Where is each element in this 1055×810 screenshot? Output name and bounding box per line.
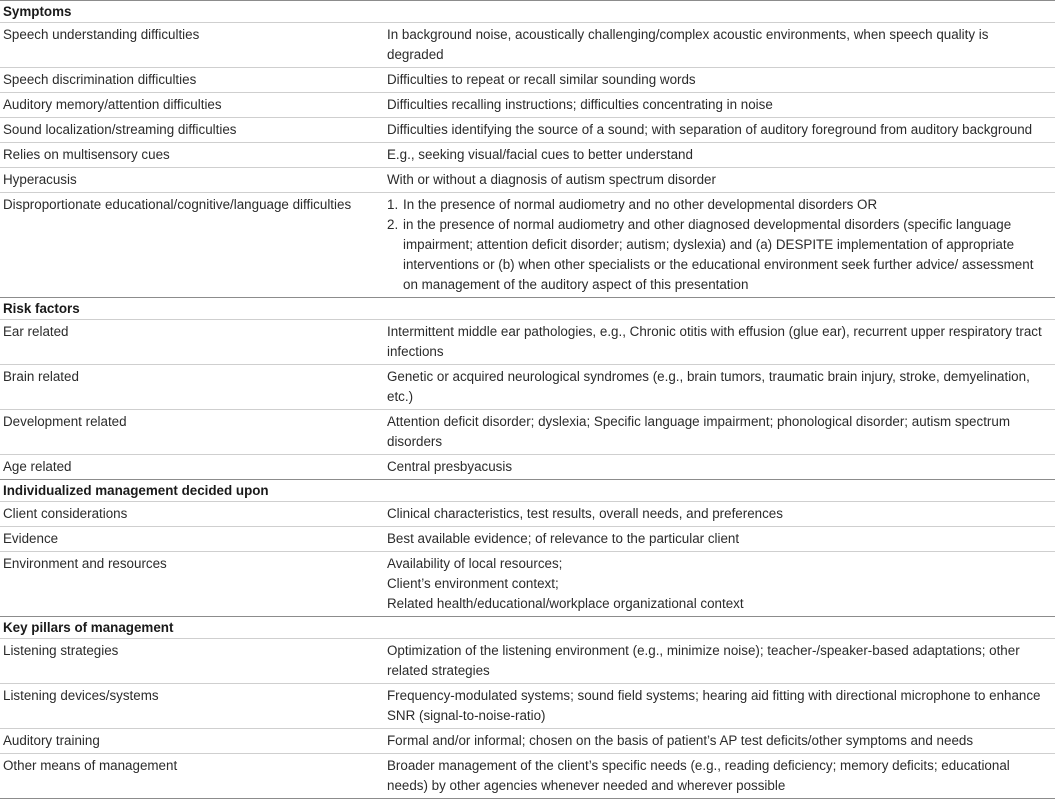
table-row <box>0 551 1055 616</box>
description-line: Difficulties to repeat or recall similar sounding words <box>387 72 696 87</box>
row-description <box>387 641 1047 681</box>
table-row <box>0 526 1055 551</box>
row-description <box>387 95 1047 115</box>
row-description <box>387 322 1047 362</box>
table-row <box>0 728 1055 753</box>
table-row <box>0 364 1055 409</box>
row-label: Age related <box>3 459 72 474</box>
row-label: Speech understanding difficulties <box>3 27 200 42</box>
description-line: Broader management of the client’s specific needs (e.g., reading deficiency; memory deficits; educational needs) by other agencies whenever needed and wherever possible <box>387 758 1010 793</box>
table-row <box>0 92 1055 117</box>
row-description <box>387 25 1047 65</box>
row-description <box>387 412 1047 452</box>
description-line: With or without a diagnosis of autism spectrum disorder <box>387 172 716 187</box>
row-label: Auditory training <box>3 733 100 748</box>
table-row <box>0 409 1055 454</box>
list-number: 2. <box>387 217 399 232</box>
row-description <box>387 529 1047 549</box>
row-label: Evidence <box>3 531 59 546</box>
section-title: Key pillars of management <box>3 620 174 635</box>
description-line: Related health/educational/workplace organizational context <box>387 596 744 611</box>
row-label: Ear related <box>3 324 69 339</box>
description-line: Central presbyacusis <box>387 459 513 474</box>
row-label: Listening devices/systems <box>3 688 159 703</box>
table-row <box>0 22 1055 67</box>
description-line: Difficulties recalling instructions; difficulties concentrating in noise <box>387 97 773 112</box>
table-row <box>0 117 1055 142</box>
list-item-text: In the presence of normal audiometry and no other developmental disorders OR <box>403 197 878 212</box>
row-description <box>387 457 1047 477</box>
row-description <box>387 70 1047 90</box>
row-label: Relies on multisensory cues <box>3 147 170 162</box>
row-label: Hyperacusis <box>3 172 77 187</box>
description-line: Client’s environment context; <box>387 576 559 591</box>
table-row <box>0 167 1055 192</box>
table-row <box>0 67 1055 92</box>
table-row <box>0 638 1055 683</box>
description-line: Difficulties identifying the source of a sound; with separation of auditory foreground from auditory background <box>387 122 1033 137</box>
list-number: 1. <box>387 197 399 212</box>
table-row <box>0 683 1055 728</box>
row-description <box>387 195 1047 295</box>
table-row <box>0 454 1055 479</box>
list-item-text: in the presence of normal audiometry and other diagnosed developmental disorders (specific language impairment; attention deficit disorder; autism; dyslexia) and (a) DESPITE implementation of appropriate interventions or (b) when other specialists or the educational environment seek further advice/ assessment on management of the auditory aspect of this presentation <box>403 217 1034 292</box>
row-description <box>387 554 1047 614</box>
row-label: Sound localization/streaming difficulties <box>3 122 237 137</box>
row-label: Auditory memory/attention difficulties <box>3 97 222 112</box>
row-description <box>387 120 1047 140</box>
numbered-list <box>387 195 1047 295</box>
section-symptoms <box>0 0 1055 297</box>
description-line: Formal and/or informal; chosen on the basis of patient’s AP test deficits/other symptoms and needs <box>387 733 974 748</box>
description-line: Genetic or acquired neurological syndromes (e.g., brain tumors, traumatic brain injury, stroke, demyelination, etc.) <box>387 369 1030 404</box>
table-row <box>0 501 1055 526</box>
row-description <box>387 756 1047 796</box>
table-row <box>0 192 1055 297</box>
row-description <box>387 145 1047 165</box>
section-title: Symptoms <box>3 4 72 19</box>
section-individualized-management <box>0 479 1055 616</box>
row-label: Development related <box>3 414 127 429</box>
description-line: Attention deficit disorder; dyslexia; Specific language impairment; phonological disorder; autism spectrum disorders <box>387 414 1010 449</box>
table-row <box>0 142 1055 167</box>
row-label: Listening strategies <box>3 643 119 658</box>
description-line: Frequency-modulated systems; sound field systems; hearing aid fitting with directional microphone to enhance SNR (signal-to-noise-ratio) <box>387 688 1041 723</box>
row-label: Speech discrimination difficulties <box>3 72 197 87</box>
description-line: E.g., seeking visual/facial cues to better understand <box>387 147 693 162</box>
table-row <box>0 319 1055 364</box>
row-label: Client considerations <box>3 506 128 521</box>
description-line: Intermittent middle ear pathologies, e.g., Chronic otitis with effusion (glue ear), recurrent upper respiratory tract infections <box>387 324 1042 359</box>
section-key-pillars <box>0 616 1055 799</box>
row-label: Disproportionate educational/cognitive/language difficulties <box>3 197 352 212</box>
list-item <box>387 215 1047 295</box>
row-description <box>387 504 1047 524</box>
list-item <box>387 195 1047 215</box>
row-description <box>387 367 1047 407</box>
description-line: In background noise, acoustically challenging/complex acoustic environments, when speech quality is degraded <box>387 27 989 62</box>
description-line: Optimization of the listening environment (e.g., minimize noise); teacher-/speaker-based adaptations; other related strategies <box>387 643 1020 678</box>
description-line: Best available evidence; of relevance to the particular client <box>387 531 740 546</box>
description-line: Clinical characteristics, test results, overall needs, and preferences <box>387 506 783 521</box>
section-risk-factors <box>0 297 1055 479</box>
row-label: Other means of management <box>3 758 178 773</box>
description-line: Availability of local resources; <box>387 556 563 571</box>
row-description <box>387 170 1047 190</box>
table-row <box>0 753 1055 798</box>
section-title: Individualized management decided upon <box>3 483 269 498</box>
row-description <box>387 731 1047 751</box>
row-label: Brain related <box>3 369 79 384</box>
row-description <box>387 686 1047 726</box>
row-label: Environment and resources <box>3 556 167 571</box>
section-title: Risk factors <box>3 301 80 316</box>
